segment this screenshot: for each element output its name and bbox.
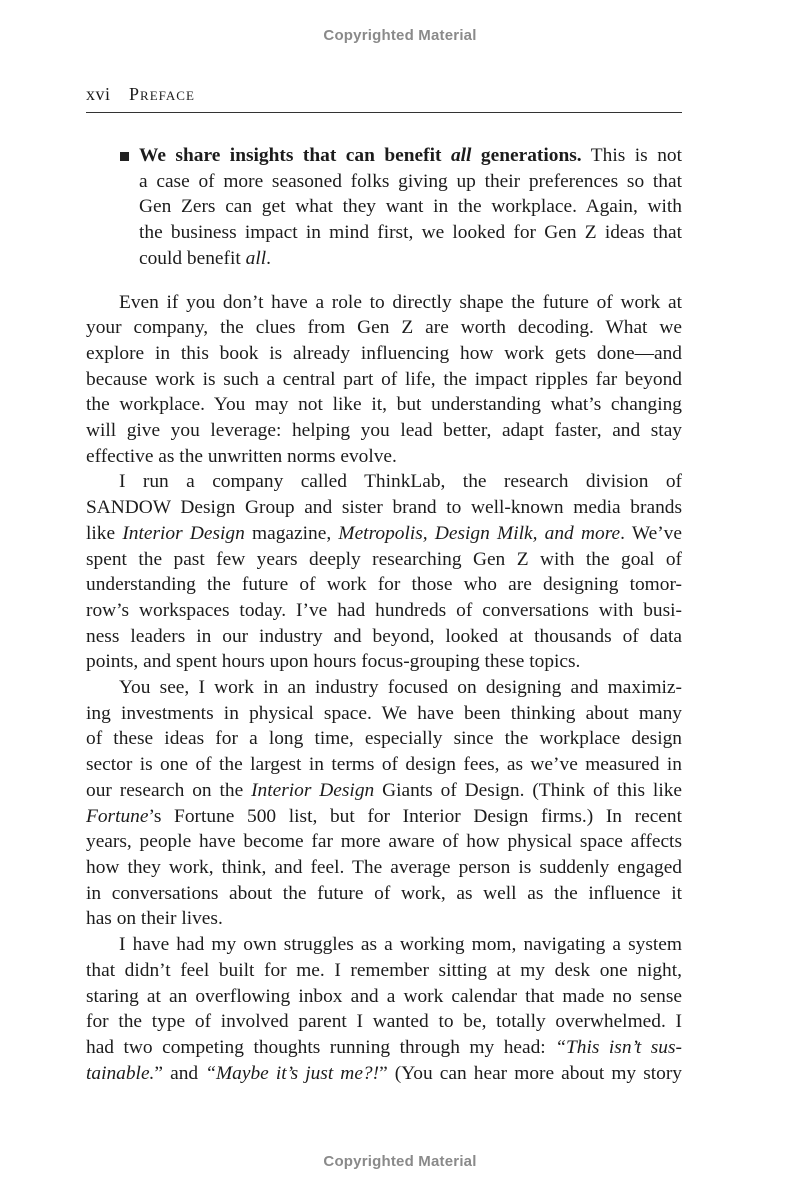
bullet-line: Gen Zers can get what they want in the workplace. Again, with [139,196,682,218]
paragraph-line: Even if you don’t have a role to directly shape the future of work at [119,291,682,313]
paragraph-line: ness leaders in our industry and beyond, looked at thousands of data [86,625,682,647]
paragraph-line: staring at an overflowing inbox and a work calendar that made no sense [86,985,682,1007]
paragraph-line: effective as the unwritten norms evolve. [86,445,397,467]
section-title: Preface [129,84,195,104]
paragraph-line: points, and spent hours upon hours focus-grouping these topics. [86,651,581,673]
paragraph-line: I have had my own struggles as a working mom, navigating a system [119,934,682,956]
paragraph-line: has on their lives. [86,908,223,930]
paragraph-line: sector is one of the largest in terms of design fees, as we’ve measured in [86,754,682,776]
page-number: xvi [86,84,111,104]
paragraph-line: of these ideas for a long time, especially since the workplace design [86,728,682,750]
copyright-watermark-bottom: Copyrighted Material [323,1153,477,1170]
paragraph-1 [86,290,682,470]
copyright-watermark-top: Copyrighted Material [323,27,477,44]
paragraph-line: because work is such a central part of life, the impact ripples far beyond [86,368,682,390]
paragraph-line: explore in this book is already influencing how work gets done—and [86,342,682,364]
bullet-lead-text: We share insights that can benefit all generations. [139,145,582,166]
running-header [86,82,682,113]
paragraph-line: You see, I work in an industry focused on designing and maximiz- [119,677,682,699]
paragraph-3 [86,675,682,932]
paragraph-line: years, people have become far more aware of how physical space affects [86,831,682,853]
paragraph-line: the workplace. You may not like it, but understanding what’s changing [86,394,682,416]
bullet-line: could benefit all. [139,247,271,269]
paragraph-line: how they work, think, and feel. The average person is suddenly engaged [86,856,682,878]
paragraph-line: your company, the clues from Gen Z are worth decoding. What we [86,317,682,339]
bullet-list-item [86,143,682,272]
paragraph-line: for the type of involved parent I wanted to be, totally overwhelmed. I [86,1011,682,1033]
paragraph-line: I run a company called ThinkLab, the research division of [119,471,682,493]
page-body [86,143,682,1086]
paragraph-line: had two competing thoughts running through my head: “This isn’t sus- [86,1036,682,1058]
paragraph-line: SANDOW Design Group and sister brand to well-known media brands [86,497,682,519]
paragraph-line: like Interior Design magazine, Metropolis, Design Milk, and more. We’ve [86,522,682,544]
square-bullet-icon [120,152,129,161]
bullet-line: We share insights that can benefit all generations. This is not [139,145,682,166]
paragraph-line: ing investments in physical space. We have been thinking about many [86,702,682,724]
paragraph-2 [86,469,682,675]
paragraph-line: row’s workspaces today. I’ve had hundreds of conversations with busi- [86,599,682,621]
paragraph-line: our research on the Interior Design Giants of Design. (Think of this like [86,779,683,801]
bullet-line: the business impact in mind first, we looked for Gen Z ideas that [139,222,682,244]
paragraph-line: understanding the future of work for those who are designing tomor- [86,574,682,596]
paragraph-line: that didn’t feel built for me. I remember sitting at my desk one night, [86,959,682,981]
paragraph-line: in conversations about the future of work, as well as the influence it [86,882,682,904]
paragraph-line: Fortune’s Fortune 500 list, but for Interior Design firms.) In recent [86,805,682,827]
paragraph-line: spent the past few years deeply researching Gen Z with the goal of [86,548,682,570]
bullet-line: a case of more seasoned folks giving up their preferences so that [139,170,682,192]
paragraph-line: tainable.” and “Maybe it’s just me?!” (You can hear more about my story [86,1062,682,1084]
paragraph-4 [86,932,682,1086]
paragraph-line: will give you leverage: helping you lead better, adapt faster, and stay [86,420,682,442]
